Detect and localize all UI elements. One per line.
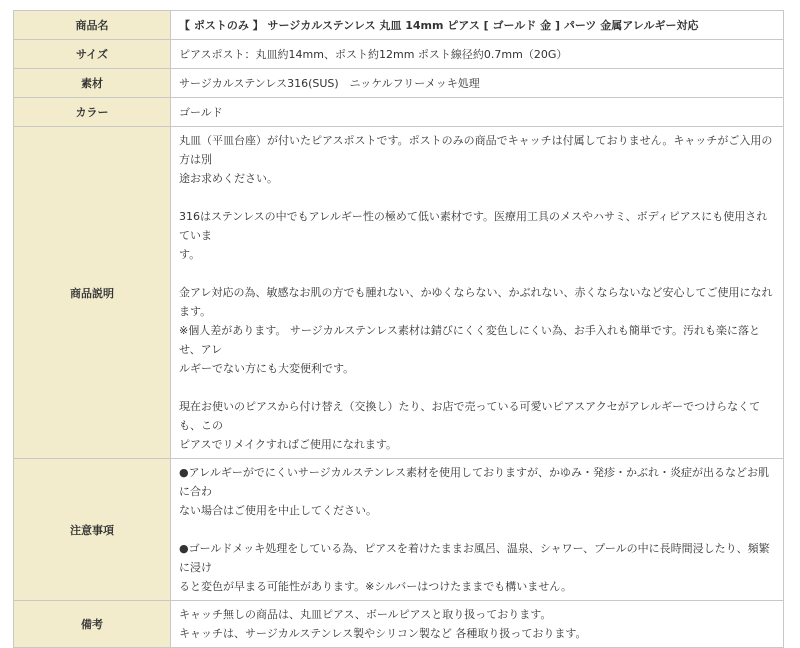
text-line: す。 xyxy=(179,248,201,261)
label-color: カラー xyxy=(14,98,171,127)
spec-row-material xyxy=(14,69,784,98)
spec-row-notes xyxy=(14,459,784,601)
text-line: キャッチ無しの商品は、丸皿ピアス、ボールピアスと取り扱っております。 xyxy=(179,608,552,621)
label-description: 商品説明 xyxy=(14,127,171,459)
text-line: ●ゴールドメッキ処理をしている為、ピアスを着けたままお風呂、温泉、シャワー、プールの中に長時間浸したり、頻繁に浸け xyxy=(179,542,770,574)
description-paragraph-3 xyxy=(179,283,775,378)
value-material: サージカルステンレス316(SUS) ニッケルフリーメッキ処理 xyxy=(171,69,784,98)
text-line: ピアスでリメイクすればご使用になれます。 xyxy=(179,438,398,451)
value-notes xyxy=(171,459,784,601)
text-line: ●アレルギーがでにくいサージカルステンレス素材を使用しておりますが、かゆみ・発疹・かぶれ・炎症が出るなどお肌に合わ xyxy=(179,466,769,498)
value-product-name: 【 ポストのみ 】 サージカルステンレス 丸皿 14mm ピアス [ ゴールド 金 ] パーツ 金属アレルギー対応 xyxy=(171,11,784,40)
value-color: ゴールド xyxy=(171,98,784,127)
notes-paragraph-1 xyxy=(179,463,775,520)
label-product-name: 商品名 xyxy=(14,11,171,40)
text-line: 丸皿（平皿台座）が付いたピアスポストです。ポストのみの商品でキャッチは付属しておりません。キャッチがご入用の方は別 xyxy=(179,134,773,166)
text-line: ると変色が早まる可能性があります。※シルバーはつけたままでも構いません。 xyxy=(179,580,572,593)
text-line: ない場合はご使用を中止してください。 xyxy=(179,504,377,517)
value-remarks xyxy=(171,601,784,648)
text-line: 316はステンレスの中でもアレルギー性の極めて低い素材です。医療用工具のメスやハサミ、ボディピアスにも使用されていま xyxy=(179,210,768,242)
text-line: 金アレ対応の為、敏感なお肌の方でも腫れない、かゆくならない、かぶれない、赤くならないなど安心してご使用になれます。 xyxy=(179,286,773,318)
label-size: サイズ xyxy=(14,40,171,69)
description-paragraph-2 xyxy=(179,207,775,264)
value-size: ピアスポスト：丸皿約14mm、ポスト約12mm ポスト線径約0.7mm（20G） xyxy=(171,40,784,69)
text-line: ※個人差があります。 サージカルステンレス素材は錆びにくく変色しにくい為、お手入れも簡単です。汚れも楽に落とせ、アレ xyxy=(179,324,761,356)
spec-row-name xyxy=(14,11,784,40)
notes-paragraph-2 xyxy=(179,539,775,596)
remarks-paragraph xyxy=(179,605,775,643)
text-line: ルギーでない方にも大変便利です。 xyxy=(179,362,355,375)
product-spec-table xyxy=(13,10,784,648)
description-paragraph-1 xyxy=(179,131,775,188)
label-remarks: 備考 xyxy=(14,601,171,648)
description-paragraph-4 xyxy=(179,397,775,454)
label-notes: 注意事項 xyxy=(14,459,171,601)
spec-row-description xyxy=(14,127,784,459)
spec-row-color xyxy=(14,98,784,127)
text-line: 途お求めください。 xyxy=(179,172,278,185)
spec-row-size xyxy=(14,40,784,69)
spec-row-remarks xyxy=(14,601,784,648)
text-line: キャッチは、サージカルステンレス製やシリコン製など 各種取り扱っております。 xyxy=(179,627,587,640)
label-material: 素材 xyxy=(14,69,171,98)
text-line: 現在お使いのピアスから付け替え（交換し）たり、お店で売っている可愛いピアスアクセがアレルギーでつけらなくても、この xyxy=(179,400,761,432)
value-description xyxy=(171,127,784,459)
